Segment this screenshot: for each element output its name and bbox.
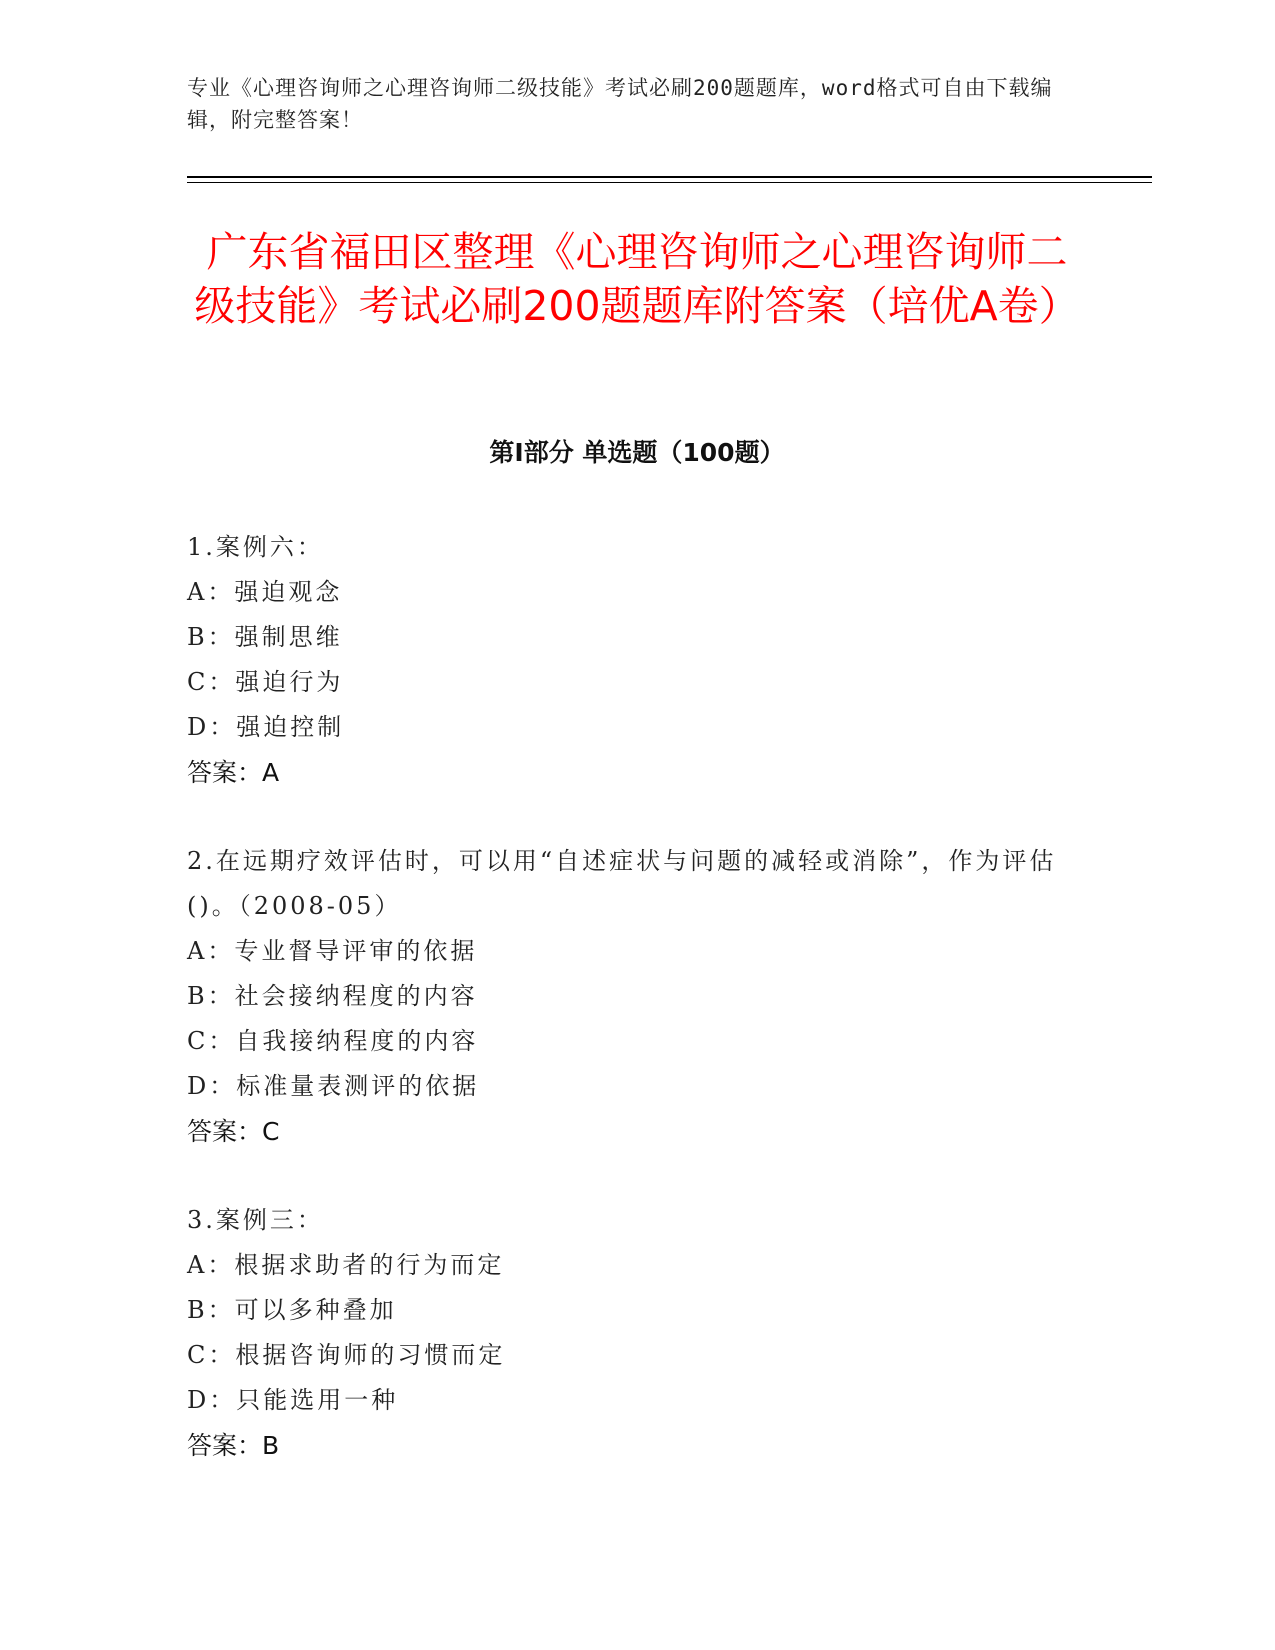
option-a: A：强迫观念 <box>187 578 343 606</box>
option-b: B：可以多种叠加 <box>187 1296 397 1324</box>
option-d: D：只能选用一种 <box>187 1386 399 1414</box>
option-b: B：社会接纳程度的内容 <box>187 982 478 1010</box>
answer: 答案：B <box>187 1431 280 1460</box>
question-1 <box>187 525 1067 795</box>
option-c: C：强迫行为 <box>187 668 344 696</box>
question-stem: 2.在远期疗效评估时，可以用“自述症状与问题的减轻或消除”，作为评估()。（2008-05） <box>187 847 1057 920</box>
option-a: A：根据求助者的行为而定 <box>187 1251 505 1279</box>
option-b: B：强制思维 <box>187 623 343 651</box>
question-stem: 1.案例六： <box>187 533 324 561</box>
question-stem: 3.案例三： <box>187 1206 324 1234</box>
option-a: A：专业督导评审的依据 <box>187 937 478 965</box>
question-2 <box>187 839 1067 1154</box>
header-divider-thin <box>187 182 1152 183</box>
header-note: 专业《心理咨询师之心理咨询师二级技能》考试必刷200题题库，word格式可自由下载编辑，附完整答案！ <box>187 76 1053 132</box>
answer: 答案：A <box>187 758 280 787</box>
option-c: C：根据咨询师的习惯而定 <box>187 1341 506 1369</box>
question-list <box>187 525 1067 1512</box>
document-title: 广东省福田区整理《心理咨询师之心理咨询师二级技能》考试必刷200题题库附答案（培优A卷） <box>194 228 1080 330</box>
answer: 答案：C <box>187 1117 280 1146</box>
question-3 <box>187 1198 1067 1468</box>
section-title: 第Ⅰ部分 单选题（100题） <box>489 438 785 467</box>
option-c: C：自我接纳程度的内容 <box>187 1027 479 1055</box>
option-d: D：强迫控制 <box>187 713 345 741</box>
header-divider-thick <box>187 176 1152 178</box>
option-d: D：标准量表测评的依据 <box>187 1072 480 1100</box>
